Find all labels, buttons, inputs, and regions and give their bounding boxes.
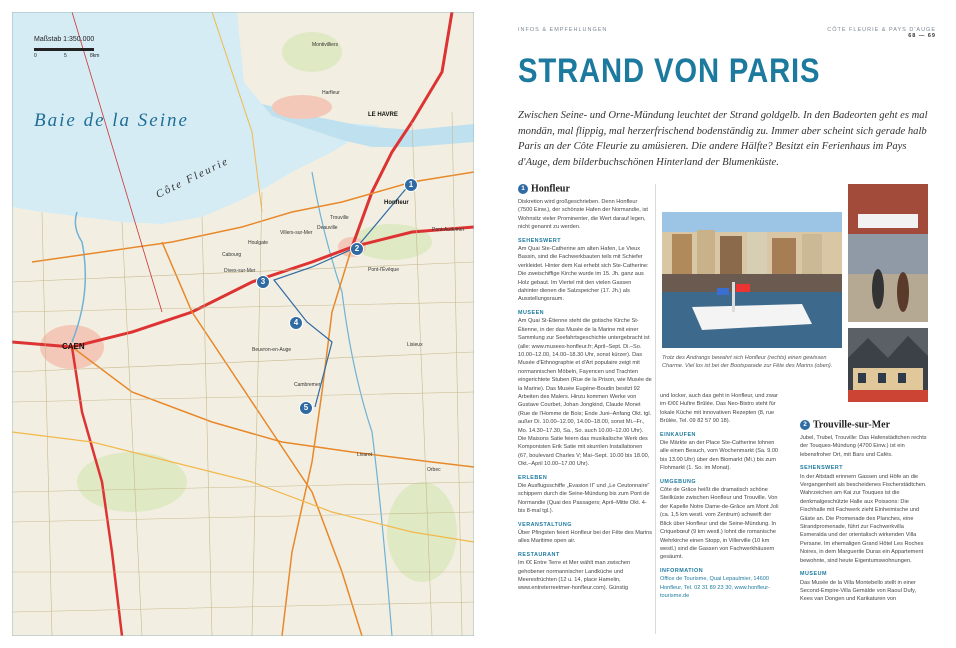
page-numbers: 68 — 69 — [908, 33, 936, 39]
subheading: EINKAUFEN — [660, 431, 696, 438]
city-label: Cambremer — [294, 382, 321, 388]
city-label: LE HAVRE — [368, 112, 398, 118]
section-heading — [800, 420, 928, 430]
scale-tick-label: 5 — [64, 53, 67, 59]
map-graphic — [12, 12, 474, 636]
page-title: STRAND VON PARIS — [518, 52, 821, 90]
city-label: Houlgate — [248, 240, 269, 246]
section-text: Die Märkte an der Place Ste-Catherine lohnen alle einen Besuch, vom Wochenmarkt (Sa. 9.00 bis 13.00 Uhr) über den Biomarkt (Mi.) bis zum Flohmarkt (1. So. im Monat). — [660, 440, 779, 472]
section-number-badge: 1 — [518, 184, 528, 194]
column-divider — [655, 184, 656, 634]
region-map — [12, 12, 474, 636]
section-number-badge: 2 — [800, 420, 810, 430]
subheading: INFORMATION — [660, 567, 704, 574]
running-header-left: INFOS & EMPFEHLUNGEN — [518, 27, 608, 33]
section-text: Diskretion wird großgeschrieben. Denn Honfleur (7500 Einw.), der schönste Hafen der Normandie, ist Wohnsitz vieler Prominenter, die Wert darauf legen, nicht genannt zu werden. — [518, 199, 648, 231]
intro-text: Zwischen Seine- und Orne-Mündung leuchtet der Strand goldgelb. In den Badeorten geht es mal mondän, mal flippig, mal herzerfrischend bodenständig zu. Immer aber scheint sich gerade halb Paris an der Côte Fleurie zu amüsieren. Die andere Hälfte? Besitzt ein Ferienhaus im Pays d'Auge, dem bilderbuchschönen Hinterland der Blumenküste. — [518, 110, 928, 168]
section-text: Côte de Grâce heißt die dramatisch schöne Steilküste zwischen Honfleur und Trouville. Von der Kapelle Notre Dame-de-Grâce am Mont Joli (ca. 1,5 km westl. vom Zentrum) schweift der Blick über Honfleur und die Seine-Mündung. In Criquebœuf (9 km westl.) lohnt die romanische Wehrkirche einen Stopp, in Villerville (10 km westl.) sind die Gassen von Fachwerkhäusern gesäumt. — [660, 487, 779, 561]
city-label: Honfleur — [384, 200, 409, 206]
section-text: Jubel, Trubel, Trouville: Das Hafenstädtchen rechts der Touques-Mündung (4700 Einw.) ist ein lebensfroher Ort, mit Bars und Cafés. — [800, 435, 927, 458]
section-text: Im €€ Entre Terre et Mer wählt man zwischen gehobener normannischer Landküche und Meeresfrüchten (12 u. 14, place Hamelin, www.entreterreetmer-honfleur.com). Günstig — [518, 560, 631, 592]
street-photo — [848, 184, 928, 322]
city-label: Lisieux — [407, 342, 423, 348]
city-label: Villers-sur-Mer — [280, 230, 313, 236]
half-timbered-photo — [848, 328, 928, 402]
section-title: Honfleur — [531, 183, 570, 195]
map-scale-label: Maßstab 1:350.000 — [34, 36, 95, 43]
section-text: In der Altstadt erinnern Gassen und Höfe an die Vergangenheit als bescheidenes Fischerstädtchen. Wahrzeichen am Kai zur Touques ist die denkmalgeschützte Halle aux Poissons: Die Fischhalle mit Fachwerk zieht Einheimische und Gäste an. Die Promenade des Planches, eine Strandpromenade, führt zur Fachwerkvilla Esmeralda und der orientalisch wirkenden Villa Persane. Im ehemaligen Grand Hôtel Les Roches Noires, in dem Marguerite Duras ein Appartement bewohnte, sind heute Eigentumswohnungen. — [800, 473, 927, 564]
running-header-right — [827, 27, 936, 39]
city-label: Livarot — [357, 452, 373, 458]
section-text: Die Ausflugsschiffe „Evasion II“ und „Le Ceutonnaire“ schippern durch die Seine-Mündung bis zum Pont de Normandie (Quai des Passagers; April–Mitte Okt. 4- bis 8-mal tgl.). — [518, 483, 650, 515]
map-marker-1[interactable]: 1 — [404, 178, 418, 192]
section-text: Über Pfingsten feiert Honfleur bei der Fête des Marins alles Maritime open air. — [518, 530, 653, 545]
map-marker-3[interactable]: 3 — [256, 275, 270, 289]
map-scale-bar — [34, 48, 94, 51]
map-marker-2[interactable]: 2 — [350, 242, 364, 256]
scale-tick-label: 8km — [90, 53, 100, 59]
map-marker-5[interactable]: 5 — [299, 401, 313, 415]
harbor-photo — [662, 212, 842, 348]
photo-caption: Trotz des Andrangs bewahrt sich Honfleur (rechts) einen gewissen Charme. Viel los ist bei der Bootsparade zur Fête des Marins (oben). — [662, 355, 833, 369]
city-label: Montivilliers — [312, 42, 339, 48]
info-text[interactable]: Office de Tourisme, Quai Lepaulmier, 14600 Honfleur, Tel. 02 31 89 23 30, www.honfleur-tourisme.de — [660, 576, 770, 599]
subheading: RESTAURANT — [518, 551, 560, 558]
section-text: Am Quai Ste-Catherine am alten Hafen, Le Vieux Bassin, sind die Fachwerkbauten teils mit Schiefer verkleidet. Hinter dem Kai erhebt sich Ste-Catherine: Die zweischiffige Kirche wurde im 15. Jh. ganz aus Holz gebaut. Im Viertel mit den vielen Gassen dahinter dienen die Salzspeicher (17. Jh.) als Ausstellungsraum. — [518, 246, 649, 303]
city-label: Deauville — [317, 225, 338, 231]
city-label: Beuvron-en-Auge — [252, 347, 292, 353]
city-label: CAEN — [62, 342, 85, 351]
honfleur-section — [518, 184, 652, 593]
subheading: VERANSTALTUNG — [518, 521, 572, 528]
city-label: Pont-Audemer — [432, 227, 465, 233]
running-header-title: CÔTE FLEURIE & PAYS D'AUGE — [827, 27, 936, 33]
section-heading — [518, 184, 652, 194]
subheading: MUSEUM — [800, 571, 827, 578]
map-marker-4[interactable]: 4 — [289, 316, 303, 330]
subheading: UMGEBUNG — [660, 478, 697, 485]
city-label: Orbec — [427, 467, 441, 473]
city-label: Dives-sur-Mer — [224, 268, 256, 274]
subheading: SEHENSWERT — [800, 465, 844, 472]
section-text: und locker, auch das geht in Honfleur, und zwar im €/€€ Huître Brûlée. Das Neo-Bistro steht für lokale Küche mit innovativen Rezepten (8, rue Brûlée, Tel. 09 82 57 90 18). — [660, 393, 778, 425]
city-label: Trouville — [330, 215, 349, 221]
subheading: MUSEEN — [518, 309, 545, 316]
section-text: Das Musée de la Villa Montebello stellt in einer Second-Empire-Villa Gemälde von Raoul Dufy, Kees van Dongen und Karikaturen von — [800, 579, 917, 603]
section-text: Am Quai St-Étienne steht die gotische Kirche St-Étienne, in der das Musée de la Marine mit einer Sammlung zur Seefahrtsgeschichte untergebracht ist (alle: www.musees-honfleur.fr; April–Sept. Di.–So. 10.00–12.00, 14.00–18.30 Uhr, sonst kürzer). Das Musée d'Ethnographie et d'Art populaire zeigt mit normannischen Möbeln, Fayencen und Trachten eingerichtete Stuben (Rue de la Prison, wie Musée de la Marine). Das Musée Eugène-Boudin besitzt 92 Arbeiten des Malers. Hinzu kommen Werke von Gustave Courbet, Johan Jongkind, Claude Monet (Rue de l'Homme de Bois; Ende Juni–Anfang Okt. tgl. außer Di. 10.00–12.00, 14.00–18.00, sonst Mi.–Fr., Mo. 14.30–17.30, Sa., So. auch 10.00–12.00 Uhr). Die Maisons Satie feiern das musikalische Werk des Komponisten Erik Satie mit skurrilen Installationen (67, boulevard Charles V; Mai–Sept. 10.00 bis 18.00, Okt.–April 10.00–17.00 Uhr). — [518, 318, 652, 468]
subheading: ERLEBEN — [518, 474, 548, 481]
city-label: Cabourg — [222, 252, 242, 258]
honfleur-continued — [660, 392, 784, 600]
coast-label: Côte Fleurie — [154, 154, 232, 201]
trouville-section — [800, 420, 928, 604]
scale-tick-label: 0 — [34, 53, 37, 59]
city-label: Pont-l'Évêque — [368, 267, 399, 273]
text-page — [500, 0, 956, 648]
subheading: SEHENSWERT — [518, 237, 562, 244]
sea-label: Baie de la Seine — [34, 110, 189, 131]
section-title: Trouville-sur-Mer — [813, 419, 891, 431]
city-label: Harfleur — [322, 90, 340, 96]
